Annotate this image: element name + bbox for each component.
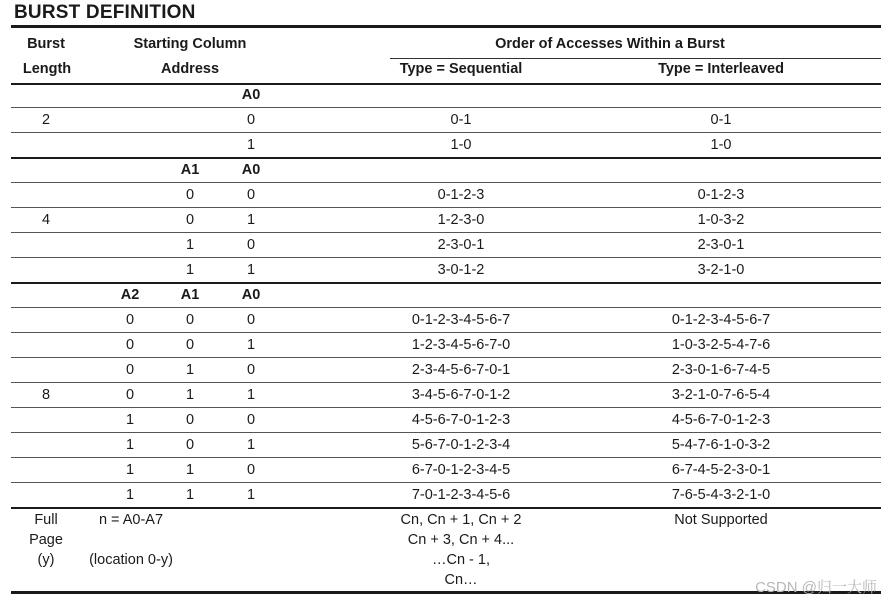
seq-order: 1-2-3-4-5-6-7-0 <box>411 337 511 353</box>
addr-a1: 0 <box>185 437 195 453</box>
int-order: 2-3-0-1 <box>697 237 745 253</box>
int-order: 1-0-3-2 <box>697 212 745 228</box>
seq-order: 1-0 <box>450 137 472 153</box>
header-start-col-1: Starting Column <box>133 36 247 52</box>
addr-header-a0: A0 <box>241 162 261 178</box>
int-order: 6-7-4-5-2-3-0-1 <box>671 462 771 478</box>
addr-a1: 1 <box>185 262 195 278</box>
full-page-seq-line: Cn… <box>444 572 478 588</box>
addr-a2: 1 <box>125 462 135 478</box>
full-page-seq-line: Cn + 3, Cn + 4... <box>407 532 515 548</box>
header-burst-length-2: Length <box>22 61 72 77</box>
addr-a0: 1 <box>246 437 256 453</box>
addr-a0: 1 <box>246 262 256 278</box>
addr-a0: 0 <box>246 412 256 428</box>
int-order: 3-2-1-0-7-6-5-4 <box>671 387 771 403</box>
addr-header-a2: A2 <box>120 287 140 303</box>
seq-order: 3-4-5-6-7-0-1-2 <box>411 387 511 403</box>
addr-a1: 0 <box>185 337 195 353</box>
row-divider <box>11 207 881 208</box>
row-divider <box>11 357 881 358</box>
seq-order: 6-7-0-1-2-3-4-5 <box>411 462 511 478</box>
int-order: 5-4-7-6-1-0-3-2 <box>671 437 771 453</box>
addr-a0: 0 <box>246 237 256 253</box>
addr-a0: 0 <box>246 462 256 478</box>
int-order: 0-1 <box>710 112 732 128</box>
header-order: Order of Accesses Within a Burst <box>495 36 725 52</box>
addr-a0: 1 <box>246 337 256 353</box>
addr-a2: 0 <box>125 312 135 328</box>
row-divider <box>11 407 881 408</box>
full-page-label <box>29 510 63 570</box>
seq-order: 2-3-4-5-6-7-0-1 <box>411 362 511 378</box>
seq-order: 2-3-0-1 <box>437 237 485 253</box>
row-divider <box>11 432 881 433</box>
addr-a2: 1 <box>125 437 135 453</box>
addr-a2: 1 <box>125 412 135 428</box>
full-page-location: (location 0-y) <box>89 552 173 568</box>
addr-a0: 0 <box>246 187 256 203</box>
full-page-sequential <box>401 510 522 590</box>
row-divider <box>11 307 881 308</box>
burst-length-2: 2 <box>41 112 51 128</box>
addr-a1: 1 <box>185 237 195 253</box>
group-rule <box>11 282 881 284</box>
burst-length-4: 4 <box>41 212 51 228</box>
full-page-seq-line: …Cn - 1, <box>431 552 490 568</box>
int-order: 7-6-5-4-3-2-1-0 <box>671 487 771 503</box>
header-sequential: Type = Sequential <box>399 61 523 77</box>
addr-a0: 0 <box>246 362 256 378</box>
addr-header-a1: A1 <box>180 287 200 303</box>
addr-a1: 0 <box>185 412 195 428</box>
addr-a2: 0 <box>125 362 135 378</box>
addr-a0: 1 <box>246 387 256 403</box>
addr-a1: 0 <box>185 312 195 328</box>
int-order: 0-1-2-3-4-5-6-7 <box>671 312 771 328</box>
addr-a1: 0 <box>185 212 195 228</box>
int-order: 1-0-3-2-5-4-7-6 <box>671 337 771 353</box>
addr-a0: 1 <box>246 487 256 503</box>
addr-a0: 1 <box>246 212 256 228</box>
seq-order: 0-1-2-3 <box>437 187 485 203</box>
addr-a2: 1 <box>125 487 135 503</box>
addr-a2: 0 <box>125 337 135 353</box>
addr-a0: 1 <box>246 137 256 153</box>
header-burst-length-1: Burst <box>27 36 65 52</box>
addr-a1: 1 <box>185 362 195 378</box>
full-page-address: n = A0-A7 <box>98 512 164 528</box>
seq-order: 3-0-1-2 <box>437 262 485 278</box>
int-order: 1-0 <box>710 137 732 153</box>
addr-a0: 0 <box>246 312 256 328</box>
addr-header-a1: A1 <box>180 162 200 178</box>
seq-order: 0-1 <box>450 112 472 128</box>
burst-length-8: 8 <box>41 387 51 403</box>
addr-a0: 0 <box>246 112 256 128</box>
full-page-line: Page <box>29 532 63 548</box>
seq-order: 4-5-6-7-0-1-2-3 <box>411 412 511 428</box>
row-divider <box>11 182 881 183</box>
int-order: 3-2-1-0 <box>697 262 745 278</box>
addr-a2: 0 <box>125 387 135 403</box>
addr-a1: 1 <box>185 462 195 478</box>
full-page-line: Full <box>34 512 58 528</box>
header-rule <box>11 83 881 85</box>
int-order: 4-5-6-7-0-1-2-3 <box>671 412 771 428</box>
row-divider <box>11 482 881 483</box>
header-subrule <box>390 58 881 59</box>
seq-order: 5-6-7-0-1-2-3-4 <box>411 437 511 453</box>
addr-a1: 0 <box>185 187 195 203</box>
addr-a1: 1 <box>185 487 195 503</box>
seq-order: 0-1-2-3-4-5-6-7 <box>411 312 511 328</box>
group-rule <box>11 157 881 159</box>
row-divider <box>11 132 881 133</box>
addr-a1: 1 <box>185 387 195 403</box>
page-title: BURST DEFINITION <box>14 2 196 23</box>
row-divider <box>11 382 881 383</box>
full-page-interleaved: Not Supported <box>674 512 768 528</box>
seq-order: 7-0-1-2-3-4-5-6 <box>411 487 511 503</box>
addr-header-a0: A0 <box>241 87 261 103</box>
bottom-rule <box>11 591 881 594</box>
top-rule <box>11 25 881 28</box>
row-divider <box>11 257 881 258</box>
row-divider <box>11 457 881 458</box>
addr-header-a0: A0 <box>241 287 261 303</box>
group-rule <box>11 507 881 509</box>
row-divider <box>11 232 881 233</box>
int-order: 0-1-2-3 <box>697 187 745 203</box>
header-interleaved: Type = Interleaved <box>658 61 784 77</box>
header-start-col-2: Address <box>160 61 220 77</box>
full-page-line: (y) <box>37 552 55 568</box>
watermark: CSDN @归一大师 <box>755 579 877 596</box>
row-divider <box>11 107 881 108</box>
int-order: 2-3-0-1-6-7-4-5 <box>671 362 771 378</box>
full-page-seq-line: Cn, Cn + 1, Cn + 2 <box>400 512 522 528</box>
row-divider <box>11 332 881 333</box>
seq-order: 1-2-3-0 <box>437 212 485 228</box>
